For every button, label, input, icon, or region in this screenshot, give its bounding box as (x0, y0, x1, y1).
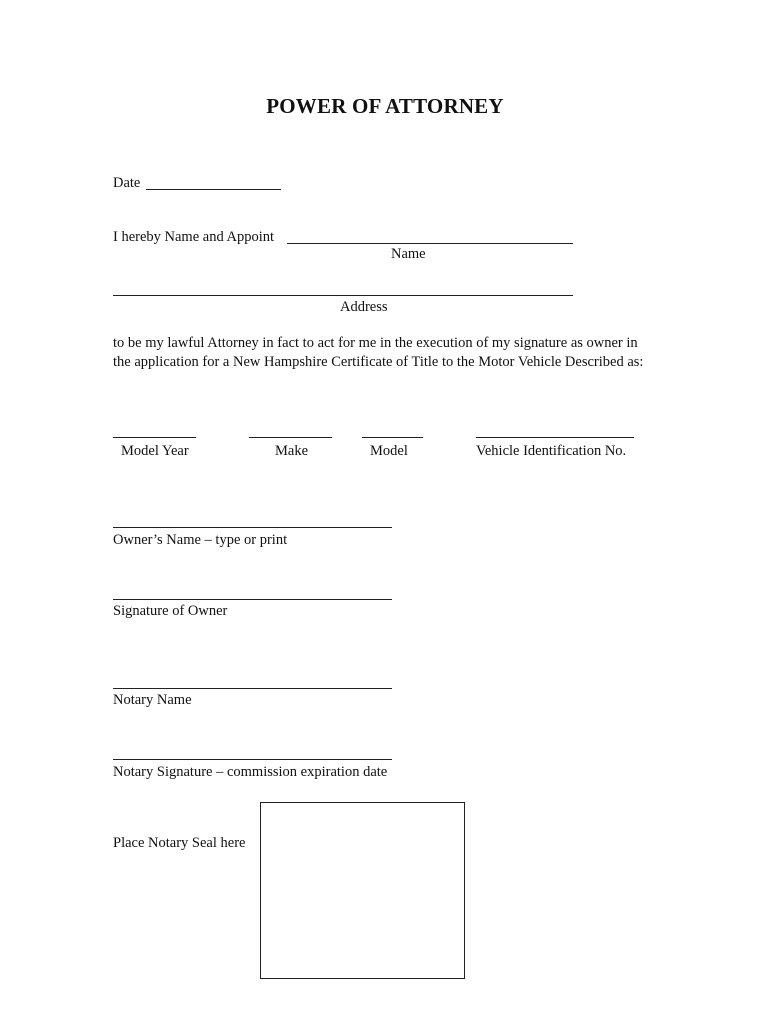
date-field-line[interactable] (146, 189, 281, 190)
attorney-address-caption: Address (340, 299, 388, 315)
attorney-address-field-line[interactable] (113, 295, 573, 296)
model-field-line[interactable] (362, 437, 423, 438)
model-caption: Model (370, 443, 408, 459)
notary-seal-label: Place Notary Seal here (113, 835, 246, 851)
model-year-field-line[interactable] (113, 437, 196, 438)
notary-signature-caption: Notary Signature – commission expiration date (113, 764, 388, 780)
owner-signature-field-line[interactable] (113, 599, 392, 600)
notary-signature-field-line[interactable] (113, 759, 392, 760)
notary-name-field-line[interactable] (113, 688, 392, 689)
owner-signature-caption: Signature of Owner (113, 603, 228, 619)
vin-field-line[interactable] (476, 437, 634, 438)
make-field-line[interactable] (249, 437, 332, 438)
vin-caption: Vehicle Identification No. (476, 443, 627, 459)
document-title: POWER OF ATTORNEY (266, 94, 504, 118)
appoint-label: I hereby Name and Appoint (113, 229, 275, 245)
model-year-caption: Model Year (121, 443, 189, 459)
owner-name-field-line[interactable] (113, 527, 392, 528)
owner-name-caption: Owner’s Name – type or print (113, 532, 288, 548)
make-caption: Make (275, 443, 309, 459)
notary-seal-box (260, 802, 465, 979)
attorney-name-caption: Name (391, 246, 426, 262)
attorney-name-field-line[interactable] (287, 243, 573, 244)
authorization-paragraph: to be my lawful Attorney in fact to act for me in the execution of my signature as owner in the application for a New Hampshire Certificate of Title to the Motor Vehicle Described as: (113, 335, 644, 370)
notary-name-caption: Notary Name (113, 692, 192, 708)
date-label: Date (113, 175, 141, 191)
